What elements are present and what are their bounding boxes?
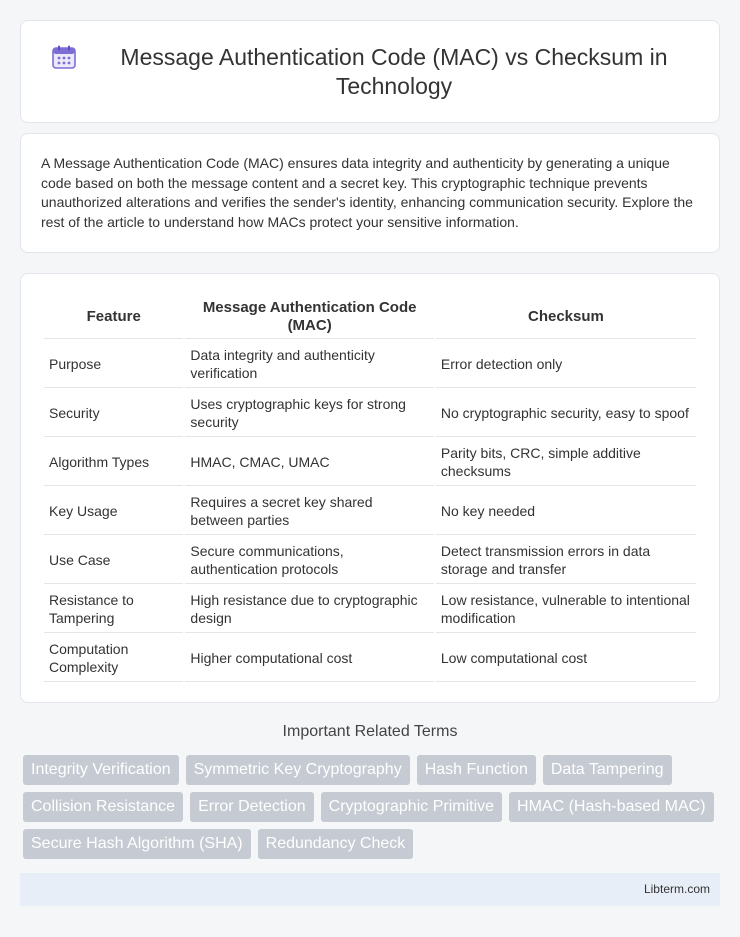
comparison-card [20, 273, 720, 703]
related-terms-heading: Important Related Terms [282, 723, 458, 740]
cell-mac: HMAC, CMAC, UMAC [185, 439, 433, 486]
footer-site-link[interactable]: Libterm.com [643, 882, 710, 896]
tag-data-tampering[interactable]: Data Tampering [543, 755, 672, 785]
header-mac: Message Authentication Code (MAC) [185, 296, 433, 339]
header-checksum: Checksum [436, 296, 696, 339]
cell-feature: Key Usage [44, 488, 183, 535]
intro-card [20, 133, 720, 253]
cell-checksum: Low computational cost [436, 635, 696, 682]
tag-sha[interactable]: Secure Hash Algorithm (SHA) [23, 829, 251, 859]
cell-feature: Computation Complexity [44, 635, 183, 682]
tag-hash-function[interactable]: Hash Function [417, 755, 536, 785]
intro-paragraph: A Message Authentication Code (MAC) ensures data integrity and authenticity by generating a unique code based on both the message content and a secret key. This cryptographic technique prevents unauthorized alterations and verifies the sender's identity, enhancing communication security. Explore the rest of the article to understand how MACs protect your sensitive information. [41, 155, 693, 230]
cell-feature: Use Case [44, 537, 183, 584]
cell-checksum: No key needed [436, 488, 696, 535]
page-title: Message Authentication Code (MAC) vs Checksum in Technology [120, 43, 668, 99]
cell-checksum: No cryptographic security, easy to spoof [436, 390, 696, 437]
cell-mac: High resistance due to cryptographic design [185, 586, 433, 633]
table-row [44, 488, 696, 535]
tag-collision-resistance[interactable]: Collision Resistance [23, 792, 183, 822]
tag-redundancy-check[interactable]: Redundancy Check [258, 829, 414, 859]
table-row [44, 586, 696, 633]
table-header-row [44, 296, 696, 339]
tag-error-detection[interactable]: Error Detection [190, 792, 314, 822]
table-row [44, 537, 696, 584]
cell-mac: Data integrity and authenticity verification [185, 341, 433, 388]
cell-feature: Purpose [44, 341, 183, 388]
comparison-table [42, 294, 698, 684]
cell-mac: Requires a secret key shared between parties [185, 488, 433, 535]
cell-mac: Uses cryptographic keys for strong security [185, 390, 433, 437]
header-feature: Feature [44, 296, 183, 339]
cell-feature: Security [44, 390, 183, 437]
tag-cryptographic-primitive[interactable]: Cryptographic Primitive [321, 792, 502, 822]
cell-mac: Higher computational cost [185, 635, 433, 682]
cell-checksum: Error detection only [436, 341, 696, 388]
cell-mac: Secure communications, authentication protocols [185, 537, 433, 584]
tag-hmac[interactable]: HMAC (Hash-based MAC) [509, 792, 713, 822]
table-row [44, 390, 696, 437]
tag-integrity-verification[interactable]: Integrity Verification [23, 755, 179, 785]
table-row [44, 341, 696, 388]
cell-feature: Resistance to Tampering [44, 586, 183, 633]
table-row [44, 635, 696, 682]
footer [20, 873, 720, 906]
related-terms-list [23, 755, 723, 859]
cell-feature: Algorithm Types [44, 439, 183, 486]
cell-checksum: Detect transmission errors in data storage and transfer [436, 537, 696, 584]
cell-checksum: Parity bits, CRC, simple additive checksums [436, 439, 696, 486]
title-wrap [21, 21, 719, 122]
tag-symmetric-key-cryptography[interactable]: Symmetric Key Cryptography [186, 755, 410, 785]
cell-checksum: Low resistance, vulnerable to intentional modification [436, 586, 696, 633]
calendar-icon [51, 44, 77, 70]
table-row [44, 439, 696, 486]
title-card [20, 20, 720, 123]
